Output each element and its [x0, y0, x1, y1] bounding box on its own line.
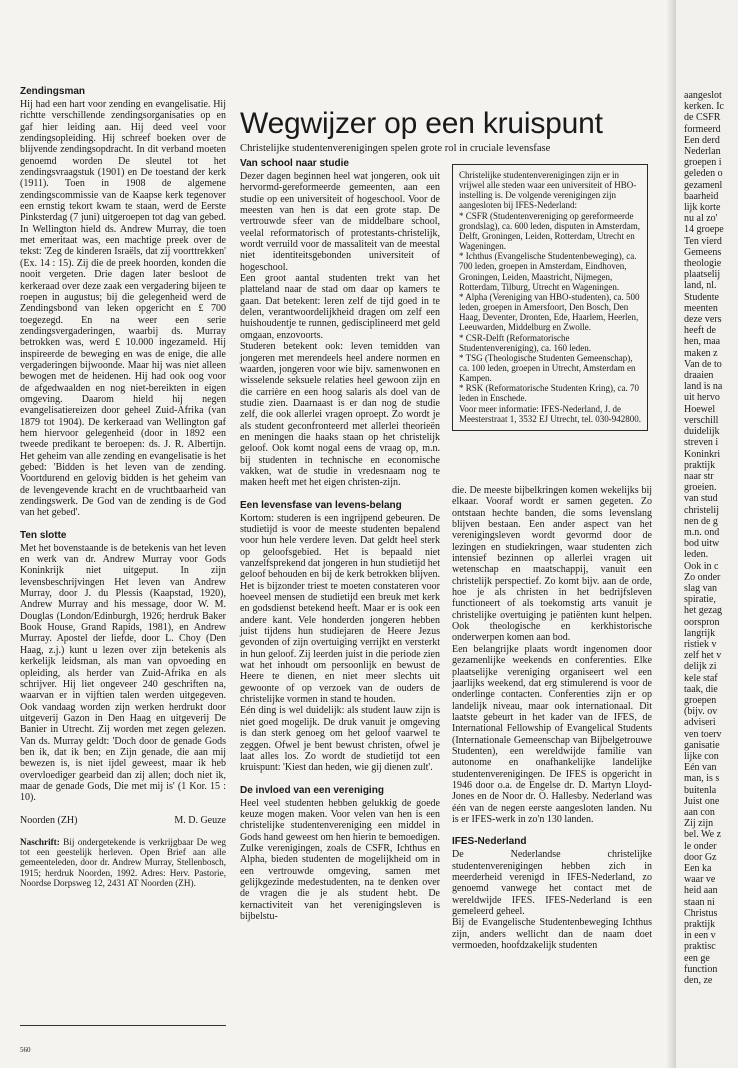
- right-page-line: ristiek v: [684, 638, 717, 650]
- right-page-line: heid aan: [684, 885, 718, 897]
- paragraph: De Nederlandse christelijke studentenverenigingen hebben zich in meerderheid verenigd in IFES-Nederland, zo genoemd vanwege het contact met de wereldwijde IFES. IFES-Nederland is een gemeleerd geheel.: [452, 849, 652, 918]
- paragraph: Een groot aantal studenten trekt van het platteland naar de stad om daar op kamers te gaan. Dat betekent: leren zelf de tijd goed in te delen, verantwoordelijkheid dragen om zelf een huishoudentje te runnen, gedisciplineerd met geld omgaan, enzovoorts.: [240, 273, 440, 341]
- section-heading: Van school naar studie: [240, 158, 349, 169]
- right-page-line: groepen: [684, 694, 717, 706]
- right-page-line: adviseri: [684, 717, 716, 729]
- right-page-line: Van de to: [684, 358, 722, 370]
- infobox-item: * RSK (Reformatorische Studenten Kring), ca. 70 leden in Enschede.: [459, 383, 639, 404]
- right-page-line: 14 groepe: [684, 224, 724, 236]
- right-page-line: Studente: [684, 291, 719, 303]
- right-page-line: door Gz: [684, 851, 717, 863]
- right-page-line: langrijk: [684, 627, 716, 639]
- right-page-line: formeerd: [684, 123, 721, 135]
- right-page-line: kele staf: [684, 672, 718, 684]
- right-page-line: lijk korte: [684, 202, 721, 214]
- right-page-line: plaatselij: [684, 269, 721, 281]
- right-page-line: function: [684, 963, 718, 975]
- right-page-line: Ook in c: [684, 560, 719, 572]
- right-page-line: verschill: [684, 414, 719, 426]
- right-page-line: kerken. Ic: [684, 101, 724, 113]
- paragraph: Eén ding is wel duidelijk: als student lauw zijn is niet goed mogelijk. De druk vanuit je omgeving is dan sterk genoeg om het geloof vaarwel te zeggen. Ofwel je bent bewust christen, ofwel je laat alles los. Zo wordt de studietijd tot een kruispunt: 'Kiest dan heden, wie gij dienen zult'.: [240, 705, 440, 774]
- right-page-line: staan ni: [684, 896, 715, 908]
- right-page-line: Zo onder: [684, 571, 721, 583]
- postscript-text: Bij ondergetekende is verkrijgbaar De weg tot een geestelijk herleven. Open Brief aan alle gemeenteleden, door dr. Andrew Murray, Stellenbosch, 1915; herdruk Noorden, 1992. Adres: Herv. Pastorie, Noordse Dorpsweg 12, 2431 AT Noorden (ZH).: [20, 836, 227, 888]
- right-page-line: aan con: [684, 807, 715, 818]
- paragraph: Dezer dagen beginnen heel wat jongeren, ook uit hervormd-gereformeerde gemeenten, aan een studie op een universiteit of hogeschool. Voor de meesten van hen is dat een grote stap. De vertrouwde sfeer van de middelbare school, veelal reformatorisch of protestants-christelijk, wordt verruild voor de massaliteit van de meestal niet identiteitsgebonden universiteit of hogeschool.: [240, 171, 440, 273]
- right-page-line: oorspron: [684, 616, 720, 628]
- right-page-line: Christus: [684, 907, 718, 919]
- right-column: [452, 485, 652, 951]
- infobox-footer: Voor meer informatie: IFES-Nederland, J. de Meesterstraat 1, 3532 EJ Utrecht, tel. 030-942800.: [459, 403, 641, 424]
- right-page-line: m.n. ond: [684, 526, 720, 538]
- infobox-item: * TSG (Theologische Studenten Gemeenschap), ca. 100 leden, groepen in Utrecht, Amsterdam en Kampen.: [459, 352, 636, 384]
- right-page-line: duidelijk: [684, 426, 720, 438]
- paragraph: Studeren betekent ook: leven temidden van jongeren met merendeels heel andere normen en waarden, jongeren voor wie bijv. samenwonen en wisselende seksuele relaties heel gewoon zijn en die carrière en een hoog salaris als doel van de studie zien. Daarnaast is er dan nog de studie zelf, die ook allerlei vragen oproept. Zo wordt je als student geconfronteerd met allerlei theorieën en meningen die haaks staan op het christelijk geloof. Ook komt nogal eens de vraag op, m.n. bij studenten in technische en economische vakken, wat de studie in vredesnaam nog te maken heeft met het eigen christen-zijn.: [240, 341, 440, 489]
- right-page-line: praktisc: [684, 941, 716, 953]
- right-page-line: Nederlan: [684, 146, 721, 158]
- right-page-line: gezamenl: [684, 179, 723, 191]
- right-page-line: ven toerv: [684, 728, 722, 740]
- place: Noorden (ZH): [20, 814, 78, 826]
- paragraph: Heel veel studenten hebben gelukkig de goede keuze mogen maken. Voor velen van hen is een christelijke studentenvereniging een middel in Gods hand geweest om hen hierin te bemoedigen. Zulke verenigingen, zoals de CSFR, Ichthus en Alpha, bieden studenten de mogelijkheid om in een vertrouwde omgeving, samen met gelijkgezinde medestudenten, na te denken over de vragen die je als student hebt. De kernactiviteit van het verenigingsleven is bijbelstu-: [240, 797, 440, 922]
- paragraph: die. De meeste bijbelkringen komen wekelijks bij elkaar. Vooraf wordt er samen gegeten. Zo ontstaan hechte banden, die soms levenslang blijven bestaan. Een ander aspect van het verenigingsleven wordt gevormd door de lezingen en studiekringen, waar studenten zich intensief bezinnen op allerlei vragen uit wetenschap en maatschappij, vanuit een christelijk perspectief. Zo komt bijv. aan de orde, hoe je als christen in het bedrijfsleven functioneert of als toekomstig arts vanuit je christelijke overtuiging je patiënten kunt helpen. Ook theologische en kerkhistorische onderwerpen komen aan bod.: [452, 485, 652, 644]
- right-page-line: praktijk: [684, 459, 716, 471]
- paragraph: Hij had een hart voor zending en evangelisatie. Hij richtte verschillende zendingsorganisaties op en gaf hier leiding aan. Hij deed veel voor zendingsopleiding. Hij schreef boeken over de blijvende zendingsopdracht. In dit verband moeten genoemd worden De sleutel tot het zendingsvraagstuk (1901) en De toestand der kerk (1911). Toen in 1908 de algemene zendingscommissie van de Kaapse kerk tegenover een ernstig tekort kwam te staan, werd de Eerste Pinksterdag (7 juni) uitgeroepen tot dag van gebed. In Wellington hield ds. Andrew Murray, die toen met emeritaat was, een machtige preek over de tekst: 'Zeg de kinderen Israëls, dat zij voorttrekken' (Ex. 14 : 15). Zij die de preek hoorden, konden die nooit vergeten. Drie dagen later besloot de kerkeraad over deze zaak een vergadering bijeen te roepen in augustus; bij die gelegenheid werd de Zendingsbond van leken opgericht en £ 700 toegezegd. En na weer een serie zendingsvergaderingen, waarbij ds. Murray betrokken was, werd £ 10.000 ingezameld. Hij inspireerde de beweging en was de enige, die alle vergaderingen bijwoonde. Maar hij was niet alleen bewogen met de heidenen. Hij had ook oog voor de afgedwaalden en nog niet-bereikten in eigen omgeving. Daarom hield hij negen evangelisatiereizen door geheel Zuid-Afrika (van 1879 tot 1904). De kerkeraad van Wellington gaf hem hiervoor gelegenheid (door in 1892 een tweede predikant te beroepen: ds. J. R. Albertijn. Het geheim van alle zending en evangelisatie is het gebed: 'Bidden is het leven van de zending. Voortdurend en gelovig bidden is het geheim van de levengevende kracht en de vruchtbaarheid van zendingswerk. De God van de zending is de God van het gebed'.: [20, 99, 226, 519]
- right-page-line: bel. We z: [684, 829, 722, 841]
- heading-ten-slotte: Ten slotte: [20, 529, 67, 541]
- right-page-line: aangeslot: [684, 90, 722, 101]
- right-page-line: spiratie,: [684, 594, 716, 606]
- right-page-line: de CSFR: [684, 112, 721, 124]
- section-heading: Een levensfase van levens-belang: [240, 499, 402, 511]
- right-page-line: maken z: [684, 347, 718, 359]
- right-page-line: streven i: [684, 437, 719, 449]
- right-page-line: Juist one: [684, 795, 720, 807]
- right-page-line: theologie: [684, 258, 722, 270]
- right-page-line: Hoewel: [684, 403, 716, 415]
- right-page-line: van stud: [684, 493, 718, 505]
- section-heading: IFES-Nederland: [452, 836, 527, 848]
- right-page-line: het gezag: [684, 605, 723, 617]
- right-page-line: taak, die: [684, 683, 718, 695]
- right-page-line: meenten: [684, 302, 718, 314]
- infobox-item: * Ichthus (Evangelische Studentenbeweging), ca. 700 leden, groepen in Amsterdam, Eindhoven, Groningen, Leiden, Maastricht, Nijmegen, Rotterdam, Tilburg, Utrecht en Wageningen.: [459, 251, 637, 292]
- right-page-fragment: [676, 0, 738, 1068]
- right-page-line: land is na: [684, 381, 723, 393]
- infobox-item: * CSR-Delft (Reformatorische Studentenvereniging), ca. 160 leden.: [459, 332, 591, 353]
- middle-column: [240, 158, 440, 922]
- paragraph: Bij de Evangelische Studentenbeweging Ichthus zijn, anders wellicht dan de naam doet vermoeden, hoofdzakelijk studenten: [452, 917, 652, 952]
- author: M. D. Geuze: [174, 814, 226, 826]
- right-page-line: man, is s: [684, 773, 720, 785]
- paragraph: Kortom: studeren is een ingrijpend gebeuren. De studietijd is voor de meeste studenten bepalend voor hun hele verdere leven. Dat geldt heel sterk op geloofsgebied. Het is bepaald niet vanzelfsprekend dat jongeren in hun studietijd het geloof behouden en bij de kerk betrokken blijven. Het is bijzonder triest te moeten constateren voor hoeveel mensen de studietijd een breuk met kerk en godsdienst betekend heeft. Maar er is ook een andere kant. Vele honderden jongeren hebben juist tijdens hun studiejaren de Heere Jezus gevonden of zijn overtuiging verrijkt en versterkt in hun geloof. Zij leerden juist in die periode zien wat het inhoudt om persoonlijk en bewust de Heere te dienen, en niet meer slechts uit gewoonte of op verzoek van de ouders de christelijke vormen in stand te houden.: [240, 512, 440, 706]
- right-page-line: groeien.: [684, 482, 717, 494]
- page-number: 560: [20, 1046, 31, 1054]
- right-page-line: Zij zijn: [684, 818, 714, 830]
- right-page-line: nu al zo': [684, 213, 718, 225]
- right-page-line: ganisatie: [684, 739, 720, 751]
- right-page-line: leden.: [684, 549, 709, 561]
- right-page-line: slag van: [684, 582, 718, 594]
- article-headline: Wegwijzer op een kruispunt: [240, 107, 603, 140]
- right-page-line: Ten vierd: [684, 235, 722, 247]
- infobox-item: * Alpha (Vereniging van HBO-studenten), ca. 500 leden, groepen in Amersfoort, Den Bosch, Den Haag, Deventer, Dronten, Ede, Haarlem, Heerlen, Leeuwarden, Middelburg en Zwolle.: [459, 291, 640, 333]
- right-page-line: Gemeens: [684, 246, 722, 258]
- right-page-line: in een v: [684, 930, 716, 942]
- right-page-line: Koninkri: [684, 448, 721, 460]
- paragraph: Met het bovenstaande is de betekenis van het leven en werk van dr. Andrew Murray voor Gods Koninkrijk niet uitgeput. In zijn levensbeschrijvingen Het leven van Andrew Murray, door J. du Plessis (Kaapstad, 1920), Andrew Murray and his message, door W. M. Douglas (London/Edinburgh, 1926; herdruk Baker Book House, Grand Rapids, 1981), en Andrew Murray. Apostel der liefde, door L. Choy (Den Haag, z.j.) kunt u lezen over zijn betekenis als kerkelijk leidsman, als man van opvoeding en opleiding, als herder van Zuid-Afrika en als schrijver. Hij liet ongeveer 240 geschriften na, waarvan er in vijftien talen werden uitgegeven. Ook vandaag worden zijn werken herdrukt door uitgeverij Gazon in Den Haag en uitgeverij De Banier in Utrecht. Zij worden met zegen gelezen. Van ds. Murray geldt: 'Doch door de genade Gods ben ik, dat ik ben; en Zijn genade, die aan mij bewezen is, is niet ijdel geweest, maar ik heb overvloediger gearbeid dan zij allen; doch niet ik, maar de genade Gods, Die met mij is' (1 Kor. 15 : 10).: [20, 542, 226, 804]
- right-page-line: heeft de: [684, 325, 716, 337]
- right-page-line: naar str: [684, 470, 714, 482]
- right-page-line: den, ze: [684, 975, 713, 987]
- right-page-line: bod uitw: [684, 538, 720, 550]
- heading-zendingsman: Zendingsman: [20, 86, 86, 97]
- right-page-line: lijke con: [684, 750, 719, 762]
- right-page-line: Een derd: [684, 134, 720, 146]
- right-page-text: [676, 90, 724, 986]
- right-page-line: nen de g: [684, 515, 718, 527]
- right-page-line: uit hervo: [684, 392, 720, 404]
- right-page-line: waar ve: [684, 874, 716, 886]
- right-page-line: christelij: [684, 504, 719, 516]
- infobox-item: * CSFR (Studentenvereniging op gereformeerde grondslag), ca. 600 leden, disputen in Amsterdam, Delft, Groningen, Leiden, Rotterdam, Utrecht en Wageningen.: [459, 210, 640, 252]
- left-column: [20, 86, 226, 888]
- bottom-rule: [20, 1025, 226, 1026]
- info-box: [452, 164, 648, 431]
- right-page-line: (bijv. ov: [684, 706, 718, 718]
- right-page-line: buitenla: [684, 784, 717, 796]
- paragraph: Een belangrijke plaats wordt ingenomen door gezamenlijke weekends en conferenties. Elke plaatselijke vereniging organiseert wel een jaarlijks weekend, dat erg stimulerend is voor de onderlinge contacten. Conferenties zijn er op landelijk niveau, maar ook internationaal. Dit laatste gebeurt in het kader van de IFES, de International Fellowship of Evangelical Students (Internationale Gemeenschap van Bijbelgetrouwe Studenten), een wereldwijde familie van autonome en onafhankelijke landelijke studentenverenigingen. De IFES is opgericht in 1946 door o.a. de Engelse dr. D. Martyn Lloyd-Jones en de Noor dr. O. Hallesby. Nederland was één van de negen eerste aangesloten landen. Nu is er IFES-werk in zo'n 130 landen.: [452, 643, 652, 825]
- right-page-line: land, nl.: [684, 280, 717, 292]
- right-page-line: praktijk: [684, 919, 716, 931]
- right-page-line: groepen i: [684, 157, 722, 169]
- right-page-line: hen, maa: [684, 336, 721, 348]
- right-page-line: zelf het v: [684, 650, 722, 662]
- postscript-label: Naschrift:: [20, 836, 60, 847]
- right-page-line: draaien: [684, 370, 714, 382]
- right-page-line: le onder: [684, 840, 717, 852]
- right-page-line: geleden o: [684, 168, 723, 180]
- right-page-line: een ge: [684, 952, 710, 964]
- article-subtitle: Christelijke studentenverenigingen spelen grote rol in cruciale levensfase: [240, 143, 551, 154]
- section-heading: De invloed van een vereniging: [240, 784, 384, 796]
- right-page-line: delijk zi: [684, 661, 717, 673]
- right-page-line: Eén van: [684, 762, 717, 774]
- signature-line: [20, 815, 226, 826]
- postscript: [20, 837, 226, 888]
- right-page-line: Een ka: [684, 863, 712, 875]
- right-page-line: baarheid: [684, 190, 719, 202]
- infobox-intro: Christelijke studentenverenigingen zijn er in vrijwel alle steden waar een universiteit of HBO-instelling is. De volgende verenigingen zijn aangesloten bij IFES-Nederland:: [459, 170, 637, 211]
- right-page-line: deze vers: [684, 314, 722, 326]
